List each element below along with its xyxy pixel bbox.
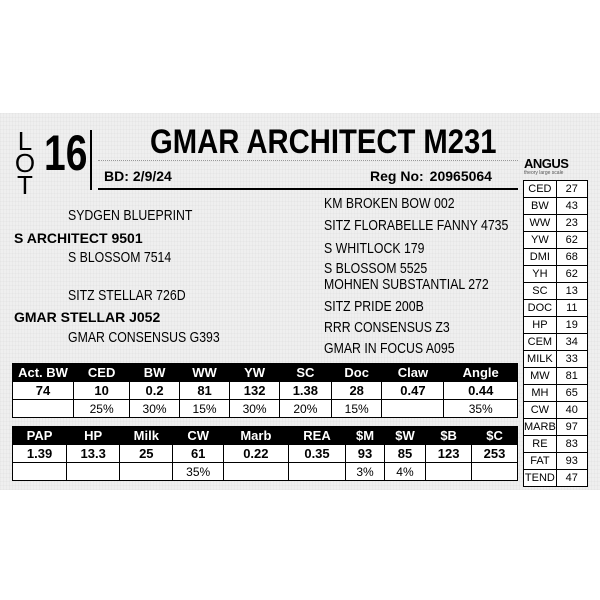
- epd-value: 0.47: [382, 382, 444, 400]
- epd-percentile: [13, 400, 74, 418]
- epd-value: 85: [384, 445, 425, 463]
- epd-header: CED: [74, 364, 130, 382]
- side-value: 62: [556, 232, 587, 249]
- epd-header: PAP: [13, 427, 67, 445]
- epd-percentile: 15%: [179, 400, 230, 418]
- epd-percentile: 30%: [230, 400, 280, 418]
- epd-value: 93: [346, 445, 385, 463]
- epd-header: $B: [426, 427, 472, 445]
- epd-percentile: [223, 463, 288, 481]
- epd-percentile: [472, 463, 518, 481]
- epd-value: 0.35: [288, 445, 346, 463]
- epd-percentile: [426, 463, 472, 481]
- side-value: 62: [556, 266, 587, 283]
- side-value: 40: [556, 402, 587, 419]
- epd-value: 132: [230, 382, 280, 400]
- epd-percentile: 35%: [444, 400, 518, 418]
- epd-percentile: 25%: [74, 400, 130, 418]
- epd-value: 81: [179, 382, 230, 400]
- registration: [370, 168, 492, 184]
- side-label: MARB: [524, 419, 557, 436]
- pedigree-dam-sire: SITZ STELLAR 726D: [68, 287, 186, 304]
- pedigree-right-line: SITZ PRIDE 200B: [324, 298, 424, 315]
- epd-header: Act. BW: [13, 364, 74, 382]
- epd-percentile: [288, 463, 346, 481]
- side-label: WW: [524, 215, 557, 232]
- pedigree-right-line: RRR CONSENSUS Z3: [324, 319, 450, 336]
- birth-date: [104, 168, 172, 184]
- side-value: 68: [556, 249, 587, 266]
- epd-percentile: 35%: [173, 463, 224, 481]
- divider: [98, 160, 518, 161]
- reg-value: 20965064: [429, 168, 492, 184]
- epd-header: Claw: [382, 364, 444, 382]
- pedigree-sire: S ARCHITECT 9501: [14, 230, 143, 246]
- side-label: DOC: [524, 300, 557, 317]
- pedigree-dam-dam: GMAR CONSENSUS G393: [68, 329, 220, 346]
- epd-value: 28: [331, 382, 382, 400]
- side-value: 11: [556, 300, 587, 317]
- epd-value: 0.22: [223, 445, 288, 463]
- epd-header: Doc: [331, 364, 382, 382]
- side-value: 97: [556, 419, 587, 436]
- pedigree-sire-dam: S BLOSSOM 7514: [68, 249, 172, 266]
- birth-date-value: 2/9/24: [132, 168, 172, 184]
- side-label: DMI: [524, 249, 557, 266]
- pedigree-right-line: SITZ FLORABELLE FANNY 4735: [324, 217, 509, 234]
- lot-number: 16: [44, 125, 88, 181]
- side-value: 93: [556, 453, 587, 470]
- side-label: TEND: [524, 470, 557, 487]
- divider: [90, 130, 92, 190]
- epd-value: 25: [120, 445, 173, 463]
- epd-percentile: [382, 400, 444, 418]
- side-value: 34: [556, 334, 587, 351]
- side-value: 47: [556, 470, 587, 487]
- side-label: CW: [524, 402, 557, 419]
- side-label: FAT: [524, 453, 557, 470]
- lot-letter: T: [17, 170, 33, 200]
- side-value: 19: [556, 317, 587, 334]
- side-value: 33: [556, 351, 587, 368]
- animal-name: GMAR ARCHITECT M231: [150, 123, 497, 161]
- side-label: MW: [524, 368, 557, 385]
- epd-header: Milk: [120, 427, 173, 445]
- epd-percentile: 4%: [384, 463, 425, 481]
- side-label: HP: [524, 317, 557, 334]
- epd-percentile: [67, 463, 120, 481]
- epd-percentile: 3%: [346, 463, 385, 481]
- side-value: 13: [556, 283, 587, 300]
- side-label: CED: [524, 181, 557, 198]
- pedigree-right-line: GMAR IN FOCUS A095: [324, 340, 455, 357]
- side-label: RE: [524, 436, 557, 453]
- pedigree-right-line: S WHITLOCK 179: [324, 240, 425, 257]
- side-value: 43: [556, 198, 587, 215]
- epd-header: REA: [288, 427, 346, 445]
- pedigree-right-line: MOHNEN SUBSTANTIAL 272: [324, 276, 489, 293]
- epd-value: 10: [74, 382, 130, 400]
- epd-percentile: 15%: [331, 400, 382, 418]
- epd-table-2: [12, 426, 518, 481]
- epd-percentile: [120, 463, 173, 481]
- side-label: MILK: [524, 351, 557, 368]
- epd-value: 1.38: [279, 382, 331, 400]
- epd-header: WW: [179, 364, 230, 382]
- side-label: YW: [524, 232, 557, 249]
- side-value: 65: [556, 385, 587, 402]
- reg-label: Reg No:: [370, 168, 424, 184]
- epd-header: YW: [230, 364, 280, 382]
- epd-percentile: 20%: [279, 400, 331, 418]
- side-label: YH: [524, 266, 557, 283]
- epd-header: BW: [130, 364, 180, 382]
- epd-percentile: [13, 463, 67, 481]
- epd-value: 0.2: [130, 382, 180, 400]
- pedigree-dam: GMAR STELLAR J052: [14, 309, 161, 325]
- epd-header: Marb: [223, 427, 288, 445]
- epd-value: 123: [426, 445, 472, 463]
- epd-header: $C: [472, 427, 518, 445]
- epd-percentile: 30%: [130, 400, 180, 418]
- side-value: 83: [556, 436, 587, 453]
- epd-value: 74: [13, 382, 74, 400]
- pedigree-right-line: KM BROKEN BOW 002: [324, 195, 455, 212]
- side-label: SC: [524, 283, 557, 300]
- side-value: 27: [556, 181, 587, 198]
- side-label: MH: [524, 385, 557, 402]
- epd-header: HP: [67, 427, 120, 445]
- side-label: BW: [524, 198, 557, 215]
- epd-header: SC: [279, 364, 331, 382]
- epd-header: $M: [346, 427, 385, 445]
- epd-header: CW: [173, 427, 224, 445]
- epd-header: $W: [384, 427, 425, 445]
- epd-value: 253: [472, 445, 518, 463]
- epd-header: Angle: [444, 364, 518, 382]
- percentile-side-table: [523, 180, 588, 487]
- lot-letter: O: [14, 148, 36, 178]
- lot-label: [14, 126, 36, 200]
- epd-value: 0.44: [444, 382, 518, 400]
- angus-tagline: theory large scale: [524, 170, 564, 176]
- pedigree-sire-sire: SYDGEN BLUEPRINT: [68, 207, 193, 224]
- side-value: 81: [556, 368, 587, 385]
- epd-value: 1.39: [13, 445, 67, 463]
- side-label: CEM: [524, 334, 557, 351]
- divider: [98, 188, 518, 190]
- lot-letter: L: [17, 126, 33, 156]
- epd-value: 61: [173, 445, 224, 463]
- angus-logo: ANGUS: [524, 156, 569, 171]
- birth-date-label: BD:: [104, 168, 129, 184]
- epd-value: 13.3: [67, 445, 120, 463]
- side-value: 23: [556, 215, 587, 232]
- pedigree-right-line: S BLOSSOM 5525: [324, 260, 428, 277]
- epd-table-1: [12, 363, 518, 418]
